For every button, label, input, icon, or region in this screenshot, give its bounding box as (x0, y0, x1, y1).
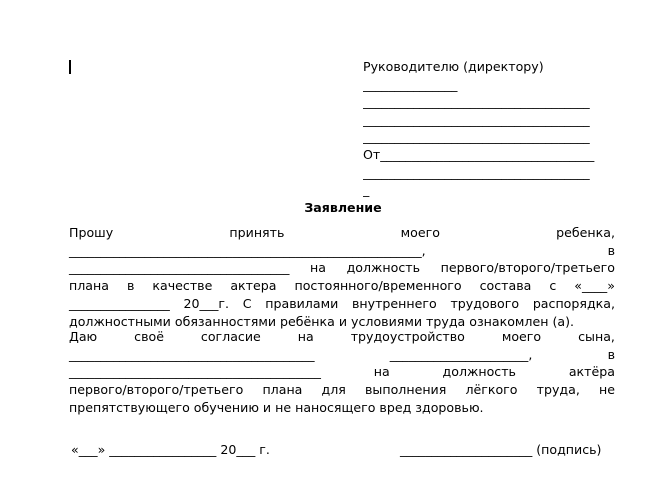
text-line (69, 224, 615, 242)
addressee-line: ____________________________________ (363, 94, 590, 110)
word: должность (346, 260, 421, 276)
word: сына, (578, 329, 615, 344)
word: на (373, 364, 390, 380)
word: на (297, 329, 314, 344)
word: Прошу (69, 225, 114, 240)
word: плана (262, 382, 303, 398)
addressee-line: _______________ (363, 76, 458, 92)
blank-field: ________________________________________________________, (69, 242, 426, 258)
blank-field: ________________ (69, 295, 170, 311)
word: с (549, 278, 557, 294)
word: для (321, 382, 346, 398)
addressee-line: От__________________________________ (363, 146, 595, 162)
text-line (69, 381, 615, 399)
word: ребенка, (556, 225, 615, 240)
word: состава (479, 278, 532, 294)
word: первого/второго/третьего (440, 260, 615, 276)
text-line (69, 277, 615, 295)
addressee-block (363, 58, 615, 199)
blank-field: «____» (574, 278, 615, 294)
word: правилами (265, 295, 339, 311)
paragraph-consent-acting (69, 224, 615, 330)
text-line (69, 328, 615, 346)
word: плана (69, 278, 109, 294)
word: моего (501, 329, 542, 344)
word: внутреннего (351, 295, 437, 311)
line-text: препятствующего обучению и не наносящего вред здоровью. (69, 399, 484, 415)
paragraph-consent-employment (69, 328, 615, 417)
word: актера (230, 278, 277, 294)
text-line-last (69, 399, 615, 417)
blank-field: ______________________, (389, 346, 533, 362)
word: постоянного/временного (294, 278, 462, 294)
word: выполнения (364, 382, 447, 398)
text-line (69, 363, 615, 381)
line-text: должностными обязанностями ребёнка и условиями труда ознакомлен (а). (69, 313, 574, 329)
word: своё (134, 329, 164, 344)
blank-field: ________________________________________ (69, 364, 321, 380)
text-line (69, 346, 615, 364)
word: принять (229, 225, 285, 240)
word: на (310, 260, 326, 276)
word: согласие (200, 329, 261, 344)
blank-field: _______________________________________ (69, 346, 315, 362)
text-line (69, 295, 615, 313)
word: 20___г. (183, 295, 230, 311)
word: актёра (568, 364, 615, 380)
word: трудового (450, 295, 520, 311)
word: первого/второго/третьего (69, 382, 244, 398)
word: должность (442, 364, 516, 380)
addressee-line: _ (363, 182, 370, 198)
word: трудоустройство (350, 329, 465, 344)
text-cursor (69, 60, 71, 74)
word: моего (400, 225, 440, 240)
word: труда, (536, 382, 580, 398)
word: в (607, 242, 615, 258)
word: качестве (152, 278, 213, 294)
word: лёгкого (465, 382, 518, 398)
word: в (126, 278, 135, 294)
addressee-line: ____________________________________ (363, 111, 590, 127)
word: Даю (69, 329, 98, 344)
text-line (69, 242, 615, 260)
addressee-line: ____________________________________ (363, 164, 590, 180)
addressee-line: ____________________________________ (363, 129, 590, 145)
date-field: «___» _________________ 20___ г. (71, 442, 270, 457)
word: С (242, 295, 252, 311)
addressee-line: Руководителю (директору) (363, 59, 544, 74)
word: не (598, 382, 615, 398)
blank-field: ___________________________________ (69, 260, 290, 276)
signature-field: _____________________ (подпись) (400, 442, 602, 457)
word: распорядка, (532, 295, 615, 311)
word: в (607, 346, 615, 362)
text-line (69, 259, 615, 277)
document-title: Заявление (304, 200, 382, 215)
